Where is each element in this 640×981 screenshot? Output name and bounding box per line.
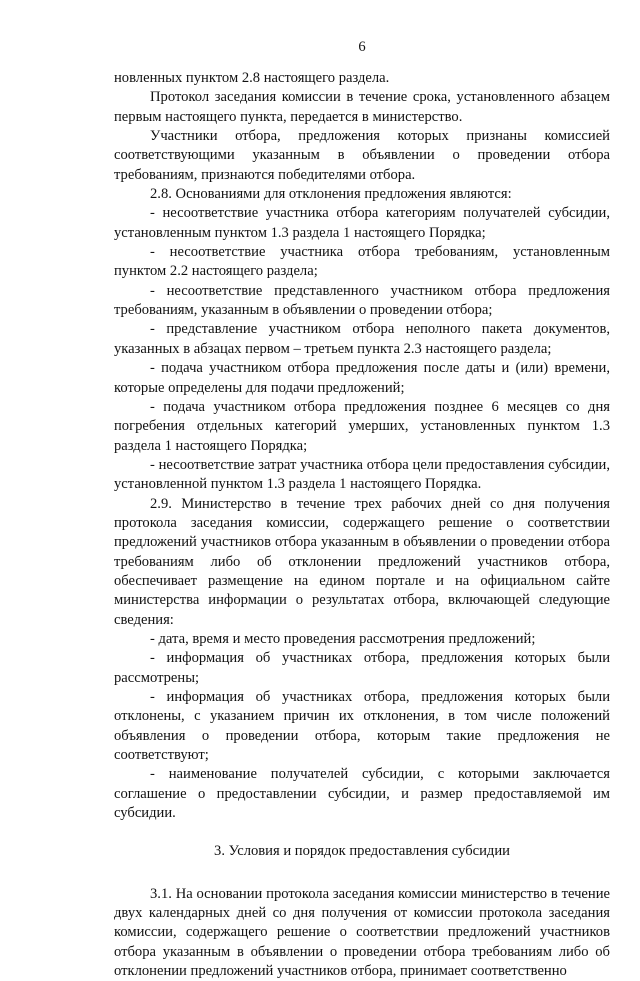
list-item: - представление участником отбора неполного пакета документов, указанных в абзацах первом – третьем пункта 2.3 настоящего раздела; (114, 321, 610, 357)
list-item: - подача участником отбора предложения после даты и (или) времени, которые определены для подачи предложений; (114, 360, 610, 396)
clause-2-8: 2.8. Основаниями для отклонения предложения являются: (150, 186, 512, 203)
document-page (114, 38, 610, 981)
clause-2-9: 2.9. Министерство в течение трех рабочих дней со дня получения протокола заседания комиссии, содержащего решение о соответствии предложений участников отбора указанным в объявлении о проведении отбора требованиям либо об отклонении предложений участников отбора, обеспечивает размещение на едином портале и на официальном сайте министерства информации о результатах отбора, включающей следующие сведения: (114, 495, 610, 628)
section-heading: 3. Условия и порядок предоставления субсидии (214, 843, 510, 860)
paragraph: Протокол заседания комиссии в течение срока, установленного абзацем первым настоящего пункта, передается в министерство. (114, 89, 610, 125)
list-item: - несоответствие представленного участником отбора предложения требованиям, указанным в объявлении о проведении отбора; (114, 282, 610, 319)
list-item: - несоответствие участника отбора категориям получателей субсидии, установленным пунктом 1.3 раздела 1 настоящего Порядка; (114, 205, 610, 241)
list-item: - информация об участниках отбора, предложения которых были рассмотрены; (114, 650, 610, 686)
list-item: - несоответствие участника отбора требованиям, установленным пунктом 2.2 настоящего раздела; (114, 244, 610, 280)
list-item: - подача участником отбора предложения позднее 6 месяцев со дня погребения отдельных категорий умерших, установленных пунктом 1.3 раздела 1 настоящего Порядка; (114, 398, 610, 454)
page-number: 6 (358, 39, 366, 55)
list-item: - несоответствие затрат участника отбора цели предоставления субсидии, установленной пунктом 1.3 раздела 1 настоящего Порядка. (114, 456, 610, 493)
paragraph: Участники отбора, предложения которых признаны комиссией соответствующими указанным в объявлении о проведении отбора требованиям, признаются победителями отбора. (114, 128, 610, 183)
clause-3-1: 3.1. На основании протокола заседания комиссии министерство в течение двух календарных дней со дня получения от комиссии протокола заседания комиссии, содержащего решение о соответствии предложений участников отбора указанным в объявлении о проведении отбора требованиям либо об отклонении предложений участников отбора, принимает соответственно (114, 885, 610, 980)
paragraph-continuation: новленных пунктом 2.8 настоящего раздела. (114, 70, 390, 86)
list-item: - дата, время и место проведения рассмотрения предложений; (150, 630, 536, 647)
list-item: - наименование получателей субсидии, с которыми заключается соглашение о предоставлении субсидии, и размер предоставляемой им субсидии. (114, 766, 610, 822)
list-item: - информация об участниках отбора, предложения которых были отклонены, с указанием причин их отклонения, в том числе положений объявления о проведении отбора, которым такие предложения не соответствуют; (114, 689, 610, 764)
